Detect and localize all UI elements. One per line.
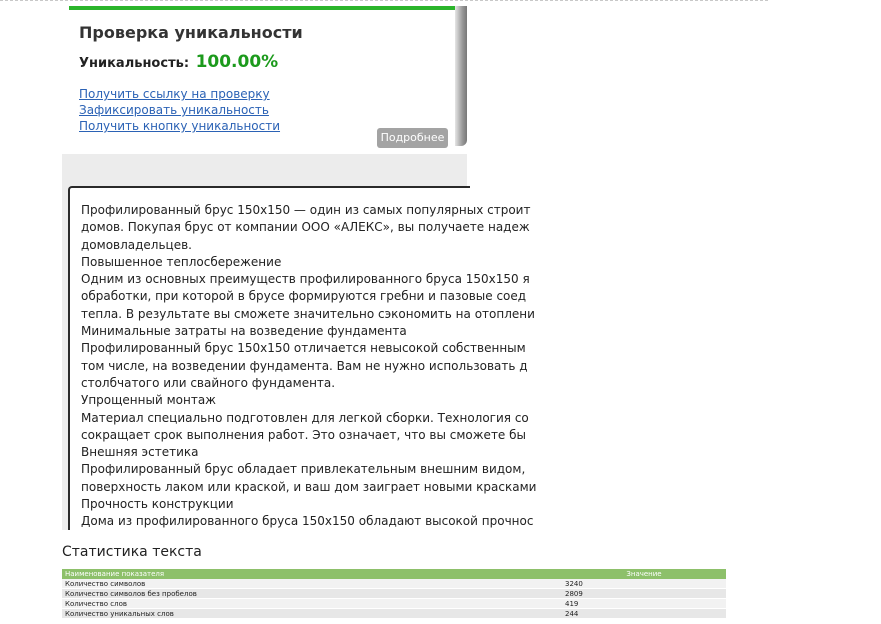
text-line: сокращает срок выполнения работ. Это означает, что вы сможете бы (81, 427, 527, 442)
text-line: Материал специально подготовлен для легкой сборки. Технология со (81, 410, 529, 425)
text-line: тепла. В результате вы сможете значительно сэкономить на отоплени (81, 306, 535, 321)
uniqueness-card (69, 6, 457, 150)
text-line: Внешняя эстетика (81, 445, 199, 460)
text-line: Профилированный брус 150х150 — один из самых популярных строит (81, 203, 531, 217)
stats-header-value: Значение (562, 569, 726, 579)
text-line: Профилированный брус 150х150 отличается невысокой собственным (81, 341, 526, 356)
fix-uniqueness-link[interactable]: Зафиксировать уникальность (79, 103, 269, 117)
text-line: Профилированный брус обладает привлекательным внешним видом, (81, 462, 526, 477)
stats-row-name: Количество символов (62, 579, 562, 589)
text-line: обработки, при которой в брусе формируются гребни и пазовые соед (81, 289, 527, 304)
stats-title: Статистика текста (62, 544, 202, 560)
stats-row-name: Количество слов (62, 599, 562, 609)
uniqueness-label: Уникальность: (79, 56, 190, 71)
text-line: Одним из основных преимуществ профилированного бруса 150х150 я (81, 272, 530, 287)
text-line: поверхность лаком или краской, и ваш дом заиграет новыми красками (81, 479, 537, 494)
text-line: Повышенное теплосбережение (81, 254, 282, 269)
text-line: Дома из профилированного бруса 150х150 обладают высокой прочнос (81, 514, 534, 529)
get-check-link[interactable]: Получить ссылку на проверку (79, 87, 270, 101)
stats-header-row (62, 569, 726, 579)
top-divider (0, 0, 768, 3)
stats-row-value: 3240 (562, 579, 726, 589)
stats-table (62, 569, 726, 619)
stats-row-value: 244 (562, 609, 726, 619)
stats-row (62, 609, 726, 619)
text-line: Прочность конструкции (81, 497, 234, 512)
stats-header-name: Наименование показателя (62, 569, 562, 579)
more-details-button[interactable]: Подробнее (377, 128, 448, 148)
uniqueness-title: Проверка уникальности (79, 23, 303, 42)
text-line: столбчатого или свайного фундамента. (81, 375, 336, 390)
uniqueness-result (79, 52, 278, 72)
stats-row-name: Количество уникальных слов (62, 609, 562, 619)
text-line: том числе, на возведении фундамента. Вам не нужно использовать д (81, 358, 528, 373)
get-uniqueness-button-link[interactable]: Получить кнопку уникальности (79, 119, 281, 133)
stats-row-value: 2809 (562, 589, 726, 599)
text-line: Минимальные затраты на возведение фундамента (81, 324, 407, 339)
checked-text-panel[interactable] (68, 186, 537, 530)
text-line: домовладельцев. (81, 237, 192, 252)
stats-row (62, 589, 726, 599)
stats-row (62, 599, 726, 609)
uniqueness-links (79, 86, 280, 134)
card-shadow (455, 6, 467, 146)
stats-row-name: Количество символов без пробелов (62, 589, 562, 599)
text-line: домов. Покупая брус от компании ООО «АЛЕКС», вы получаете надеж (81, 220, 530, 235)
text-line: Упрощенный монтаж (81, 393, 216, 408)
stats-row (62, 579, 726, 589)
uniqueness-value: 100.00% (195, 52, 279, 72)
stats-row-value: 419 (562, 599, 726, 609)
checked-text (81, 202, 881, 531)
